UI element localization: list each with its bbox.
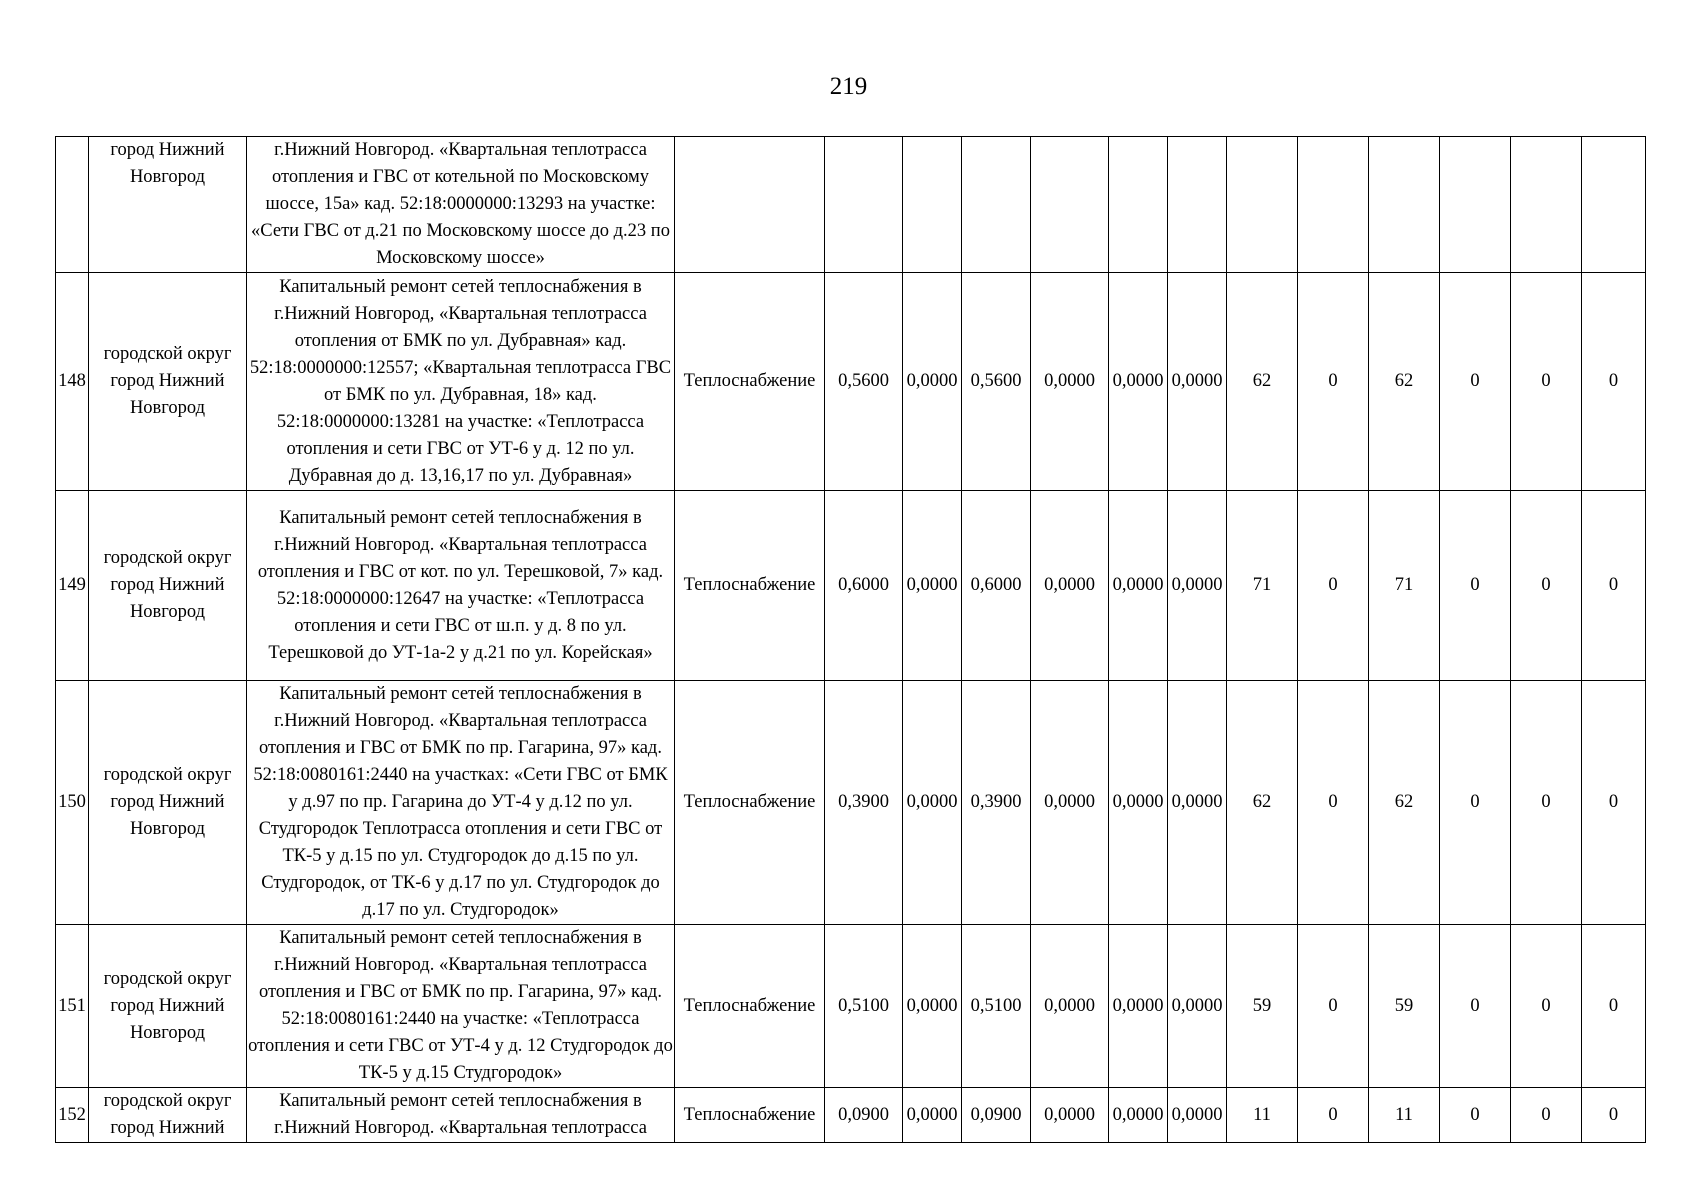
value-cell: 0,0000 (903, 681, 962, 925)
municipality-cell: город Нижний Новгород (89, 137, 247, 273)
value-cell: 0 (1298, 925, 1369, 1088)
value-cell (1227, 137, 1298, 273)
value-cell: 62 (1227, 273, 1298, 491)
value-cell (1511, 137, 1582, 273)
table-row (56, 137, 1646, 273)
value-cell: 0,5100 (962, 925, 1031, 1088)
value-cell: 0 (1298, 681, 1369, 925)
value-cell: 0 (1440, 273, 1511, 491)
value-cell: 0,0000 (1109, 1088, 1168, 1143)
value-cell: 62 (1227, 681, 1298, 925)
value-cell (1168, 137, 1227, 273)
sector-cell: Теплоснабжение (675, 491, 825, 681)
value-cell (962, 137, 1031, 273)
row-number (56, 137, 89, 273)
value-cell: 62 (1369, 681, 1440, 925)
value-cell: 0 (1298, 1088, 1369, 1143)
value-cell: 0 (1582, 925, 1646, 1088)
value-cell: 0,0000 (1031, 1088, 1109, 1143)
value-cell: 0,0000 (1168, 491, 1227, 681)
value-cell: 0 (1582, 681, 1646, 925)
value-cell: 0,0000 (1168, 925, 1227, 1088)
value-cell: 0,0000 (1109, 491, 1168, 681)
value-cell: 0,0000 (1031, 925, 1109, 1088)
municipality-cell: городской округ город Нижний Новгород (89, 273, 247, 491)
value-cell (1369, 137, 1440, 273)
value-cell: 0,3900 (962, 681, 1031, 925)
value-cell (1298, 137, 1369, 273)
row-number: 152 (56, 1088, 89, 1143)
value-cell: 0,0000 (1031, 681, 1109, 925)
sector-cell: Теплоснабжение (675, 1088, 825, 1143)
municipality-cell: городской округ город Нижний (89, 1088, 247, 1143)
value-cell: 0,0000 (903, 1088, 962, 1143)
value-cell: 0,6000 (825, 491, 903, 681)
row-number: 149 (56, 491, 89, 681)
value-cell: 0,0000 (1168, 273, 1227, 491)
table-row (56, 681, 1646, 925)
value-cell: 0 (1440, 925, 1511, 1088)
value-cell (825, 137, 903, 273)
sector-cell: Теплоснабжение (675, 925, 825, 1088)
value-cell: 0,3900 (825, 681, 903, 925)
value-cell: 0,0900 (825, 1088, 903, 1143)
value-cell: 0,0900 (962, 1088, 1031, 1143)
value-cell: 0 (1511, 491, 1582, 681)
row-number: 151 (56, 925, 89, 1088)
value-cell: 71 (1227, 491, 1298, 681)
description-cell: Капитальный ремонт сетей теплоснабжения в г.Нижний Новгород. «Квартальная теплотрасса отопления и ГВС от кот. по ул. Терешковой, 7» кад. 52:18:0000000:12647 на участке: «Теплотрасса отопления и сети ГВС от ш.п. у д. 8 по ул. Терешковой до УТ-1а-2 у д.21 по ул. Корейская» (247, 491, 675, 681)
value-cell: 62 (1369, 273, 1440, 491)
value-cell (1582, 137, 1646, 273)
value-cell: 0,0000 (1109, 925, 1168, 1088)
value-cell: 0 (1511, 925, 1582, 1088)
table-row (56, 925, 1646, 1088)
value-cell: 0 (1440, 681, 1511, 925)
value-cell: 59 (1369, 925, 1440, 1088)
data-table (55, 136, 1646, 1143)
table-row (56, 273, 1646, 491)
row-number: 148 (56, 273, 89, 491)
value-cell: 59 (1227, 925, 1298, 1088)
value-cell: 0,0000 (1109, 681, 1168, 925)
description-cell: Капитальный ремонт сетей теплоснабжения в г.Нижний Новгород. «Квартальная теплотрасса отопления и ГВС от БМК по пр. Гагарина, 97» кад. 52:18:0080161:2440 на участке: «Теплотрасса отопления и сети ГВС от УТ-4 у д. 12 Студгородок до ТК-5 у д.15 Студгородок» (247, 925, 675, 1088)
table-row (56, 491, 1646, 681)
description-cell: Капитальный ремонт сетей теплоснабжения в г.Нижний Новгород. «Квартальная теплотрасса (247, 1088, 675, 1143)
description-cell: Капитальный ремонт сетей теплоснабжения в г.Нижний Новгород. «Квартальная теплотрасса отопления и ГВС от БМК по пр. Гагарина, 97» кад. 52:18:0080161:2440 на участках: «Сети ГВС от БМК у д.97 по пр. Гагарина до УТ-4 у д.12 по ул. Студгородок Теплотрасса отопления и сети ГВС от ТК-5 у д.15 по ул. Студгородок до д.15 по ул. Студгородок, от ТК-6 у д.17 по ул. Студгородок до д.17 по ул. Студгородок» (247, 681, 675, 925)
value-cell: 0,5600 (825, 273, 903, 491)
value-cell: 0 (1440, 1088, 1511, 1143)
value-cell: 0 (1511, 1088, 1582, 1143)
value-cell: 0 (1298, 491, 1369, 681)
value-cell: 0,0000 (1031, 491, 1109, 681)
sector-cell: Теплоснабжение (675, 681, 825, 925)
municipality-cell: городской округ город Нижний Новгород (89, 491, 247, 681)
value-cell: 0 (1511, 273, 1582, 491)
description-cell: г.Нижний Новгород. «Квартальная теплотрасса отопления и ГВС от котельной по Московскому шоссе, 15а» кад. 52:18:0000000:13293 на участке: «Сети ГВС от д.21 по Московскому шоссе до д.23 по Московскому шоссе» (247, 137, 675, 273)
municipality-cell: городской округ город Нижний Новгород (89, 925, 247, 1088)
value-cell: 0,0000 (1168, 681, 1227, 925)
sector-cell (675, 137, 825, 273)
table-row (56, 1088, 1646, 1143)
value-cell: 11 (1227, 1088, 1298, 1143)
municipality-cell: городской округ город Нижний Новгород (89, 681, 247, 925)
value-cell: 0 (1298, 273, 1369, 491)
description-cell: Капитальный ремонт сетей теплоснабжения в г.Нижний Новгород, «Квартальная теплотрасса отопления от БМК по ул. Дубравная» кад. 52:18:0000000:12557; «Квартальная теплотрасса ГВС от БМК по ул. Дубравная, 18» кад. 52:18:0000000:13281 на участке: «Теплотрасса отопления и сети ГВС от УТ-6 у д. 12 по ул. Дубравная до д. 13,16,17 по ул. Дубравная» (247, 273, 675, 491)
value-cell: 0 (1440, 491, 1511, 681)
value-cell: 0,0000 (1168, 1088, 1227, 1143)
value-cell: 0 (1582, 273, 1646, 491)
value-cell: 0,0000 (903, 273, 962, 491)
value-cell: 0,0000 (903, 491, 962, 681)
value-cell (1440, 137, 1511, 273)
value-cell: 11 (1369, 1088, 1440, 1143)
value-cell: 0,0000 (1109, 273, 1168, 491)
value-cell (1109, 137, 1168, 273)
value-cell: 0 (1511, 681, 1582, 925)
value-cell: 0 (1582, 491, 1646, 681)
value-cell: 71 (1369, 491, 1440, 681)
value-cell: 0,0000 (1031, 273, 1109, 491)
row-number: 150 (56, 681, 89, 925)
value-cell: 0,0000 (903, 925, 962, 1088)
value-cell: 0,5100 (825, 925, 903, 1088)
page-number: 219 (829, 73, 868, 100)
value-cell: 0 (1582, 1088, 1646, 1143)
value-cell (1031, 137, 1109, 273)
sector-cell: Теплоснабжение (675, 273, 825, 491)
value-cell (903, 137, 962, 273)
value-cell: 0,5600 (962, 273, 1031, 491)
value-cell: 0,6000 (962, 491, 1031, 681)
